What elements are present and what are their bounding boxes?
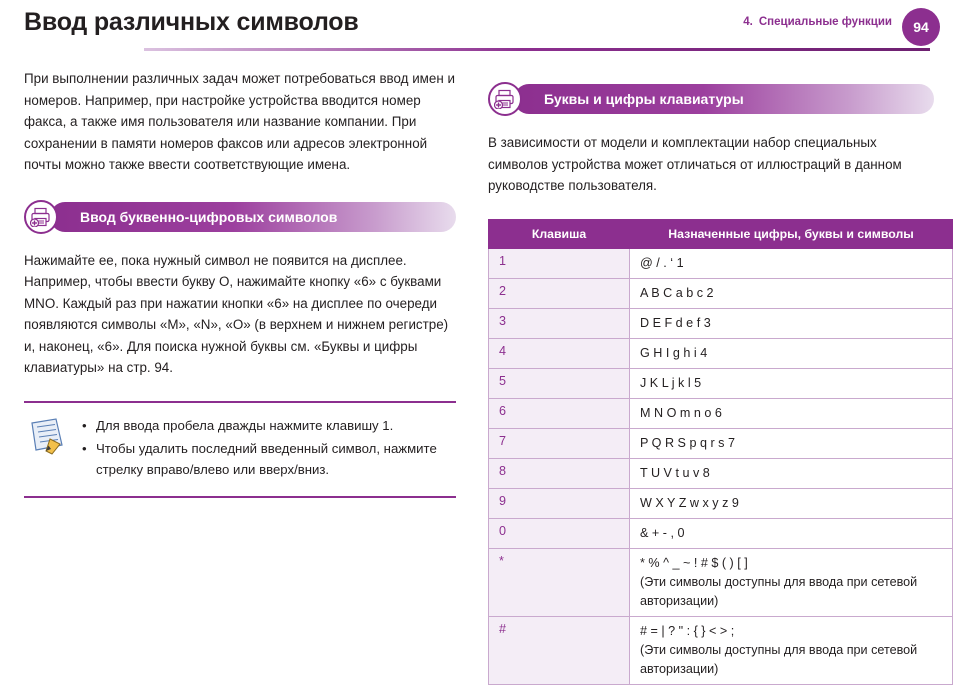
cell-key: 5 xyxy=(489,368,630,398)
list-item: • Чтобы удалить последний введенный символ, нажмите стрелку вправо/влево или вверх/вниз. xyxy=(96,438,456,480)
right-column xyxy=(488,68,934,685)
cell-characters xyxy=(630,616,953,684)
cell-key: 6 xyxy=(489,398,630,428)
table-row xyxy=(489,368,953,398)
cell-characters-main: M N O m n o 6 xyxy=(640,405,722,420)
table-row xyxy=(489,458,953,488)
cell-key: 1 xyxy=(489,248,630,278)
cell-characters xyxy=(630,248,953,278)
cell-characters-note: (Эти символы доступны для ввода при сетевой авторизации) xyxy=(640,642,918,676)
cell-characters xyxy=(630,518,953,548)
cell-characters-main: W X Y Z w x y z 9 xyxy=(640,495,739,510)
cell-characters-main: T U V t u v 8 xyxy=(640,465,710,480)
table-header-row xyxy=(489,219,953,248)
table-row xyxy=(489,548,953,616)
printer-add-icon xyxy=(24,200,58,234)
intro-paragraph: При выполнении различных задач может потребоваться ввод имен и номеров. Например, при настройке устройства вводится номер факса, а также имя пользователя или название компании. При сохранении в памяти номеров факсов или адресов электронной почты можно также ввести соответствующие имена. xyxy=(24,71,455,172)
note-pencil-icon xyxy=(26,417,68,457)
cell-characters xyxy=(630,548,953,616)
page-header xyxy=(0,0,954,60)
alphanumeric-paragraph: Нажимайте ее, пока нужный символ не появится на дисплее. Например, чтобы ввести букву O, нажимайте кнопку «6» с буквами MNO. Каждый раз при нажатии кнопки «6» на дисплее по очереди появляются символы «M», «N», «O» (в верхнем и нижнем регистре) и, наконец, «6». Для поиска нужной буквы см. «Буквы и цифры клавиатуры» на стр. 94. xyxy=(24,252,449,375)
cell-characters xyxy=(630,338,953,368)
table-row xyxy=(489,338,953,368)
table-row xyxy=(489,518,953,548)
note-box xyxy=(24,401,456,498)
table-row xyxy=(489,428,953,458)
cell-key: 3 xyxy=(489,308,630,338)
table-row xyxy=(489,616,953,684)
chapter-number: 4. xyxy=(743,16,753,28)
column-header-characters: Назначенные цифры, буквы и символы xyxy=(630,219,953,248)
printer-add-icon xyxy=(488,82,522,116)
table-row xyxy=(489,308,953,338)
cell-characters-main: A B C a b c 2 xyxy=(640,285,714,300)
cell-key: 4 xyxy=(489,338,630,368)
cell-key: * xyxy=(489,548,630,616)
cell-characters-main: & + - , 0 xyxy=(640,525,685,540)
cell-characters xyxy=(630,398,953,428)
cell-characters xyxy=(630,308,953,338)
header-divider xyxy=(24,48,930,51)
cell-characters xyxy=(630,428,953,458)
section-heading-label: Ввод буквенно-цифровых символов xyxy=(80,208,338,225)
cell-key: 2 xyxy=(489,278,630,308)
cell-characters-main: G H I g h i 4 xyxy=(640,345,708,360)
keypad-paragraph: В зависимости от модели и комплектации набор специальных символов устройства может отличаться от иллюстраций в данном руководстве пользователя. xyxy=(488,135,902,193)
section-heading-keypad xyxy=(488,84,934,114)
cell-characters-main: P Q R S p q r s 7 xyxy=(640,435,735,450)
cell-characters-main: D E F d e f 3 xyxy=(640,315,711,330)
left-column xyxy=(24,68,456,498)
cell-key: # xyxy=(489,616,630,684)
cell-characters-main: # = | ? " : { } < > ; xyxy=(640,623,735,638)
table-row xyxy=(489,398,953,428)
cell-key: 7 xyxy=(489,428,630,458)
cell-characters-main: * % ^ _ ~ ! # $ ( ) [ ] xyxy=(640,555,748,570)
cell-characters xyxy=(630,278,953,308)
cell-characters xyxy=(630,458,953,488)
list-item: • Для ввода пробела дважды нажмите клавишу 1. xyxy=(96,415,456,436)
cell-key: 0 xyxy=(489,518,630,548)
table-row xyxy=(489,488,953,518)
cell-characters-note: (Эти символы доступны для ввода при сетевой авторизации) xyxy=(640,574,918,608)
header-divider-gap xyxy=(24,48,144,51)
cell-characters xyxy=(630,488,953,518)
page-number-badge: 94 xyxy=(902,8,940,46)
table-row xyxy=(489,248,953,278)
page-title: Ввод различных символов xyxy=(24,8,359,36)
keypad-characters-table xyxy=(488,219,953,685)
cell-characters xyxy=(630,368,953,398)
cell-characters-main: J K L j k l 5 xyxy=(640,375,702,390)
section-heading-label: Буквы и цифры клавиатуры xyxy=(544,91,744,107)
column-header-key: Клавиша xyxy=(489,219,630,248)
cell-key: 8 xyxy=(489,458,630,488)
chapter-label: Специальные функции xyxy=(758,16,892,28)
table-row xyxy=(489,278,953,308)
note-list xyxy=(24,415,456,480)
chapter-breadcrumb xyxy=(743,16,892,28)
cell-key: 9 xyxy=(489,488,630,518)
section-heading-alphanumeric xyxy=(24,202,456,232)
cell-characters-main: @ / . ‘ 1 xyxy=(640,255,684,270)
